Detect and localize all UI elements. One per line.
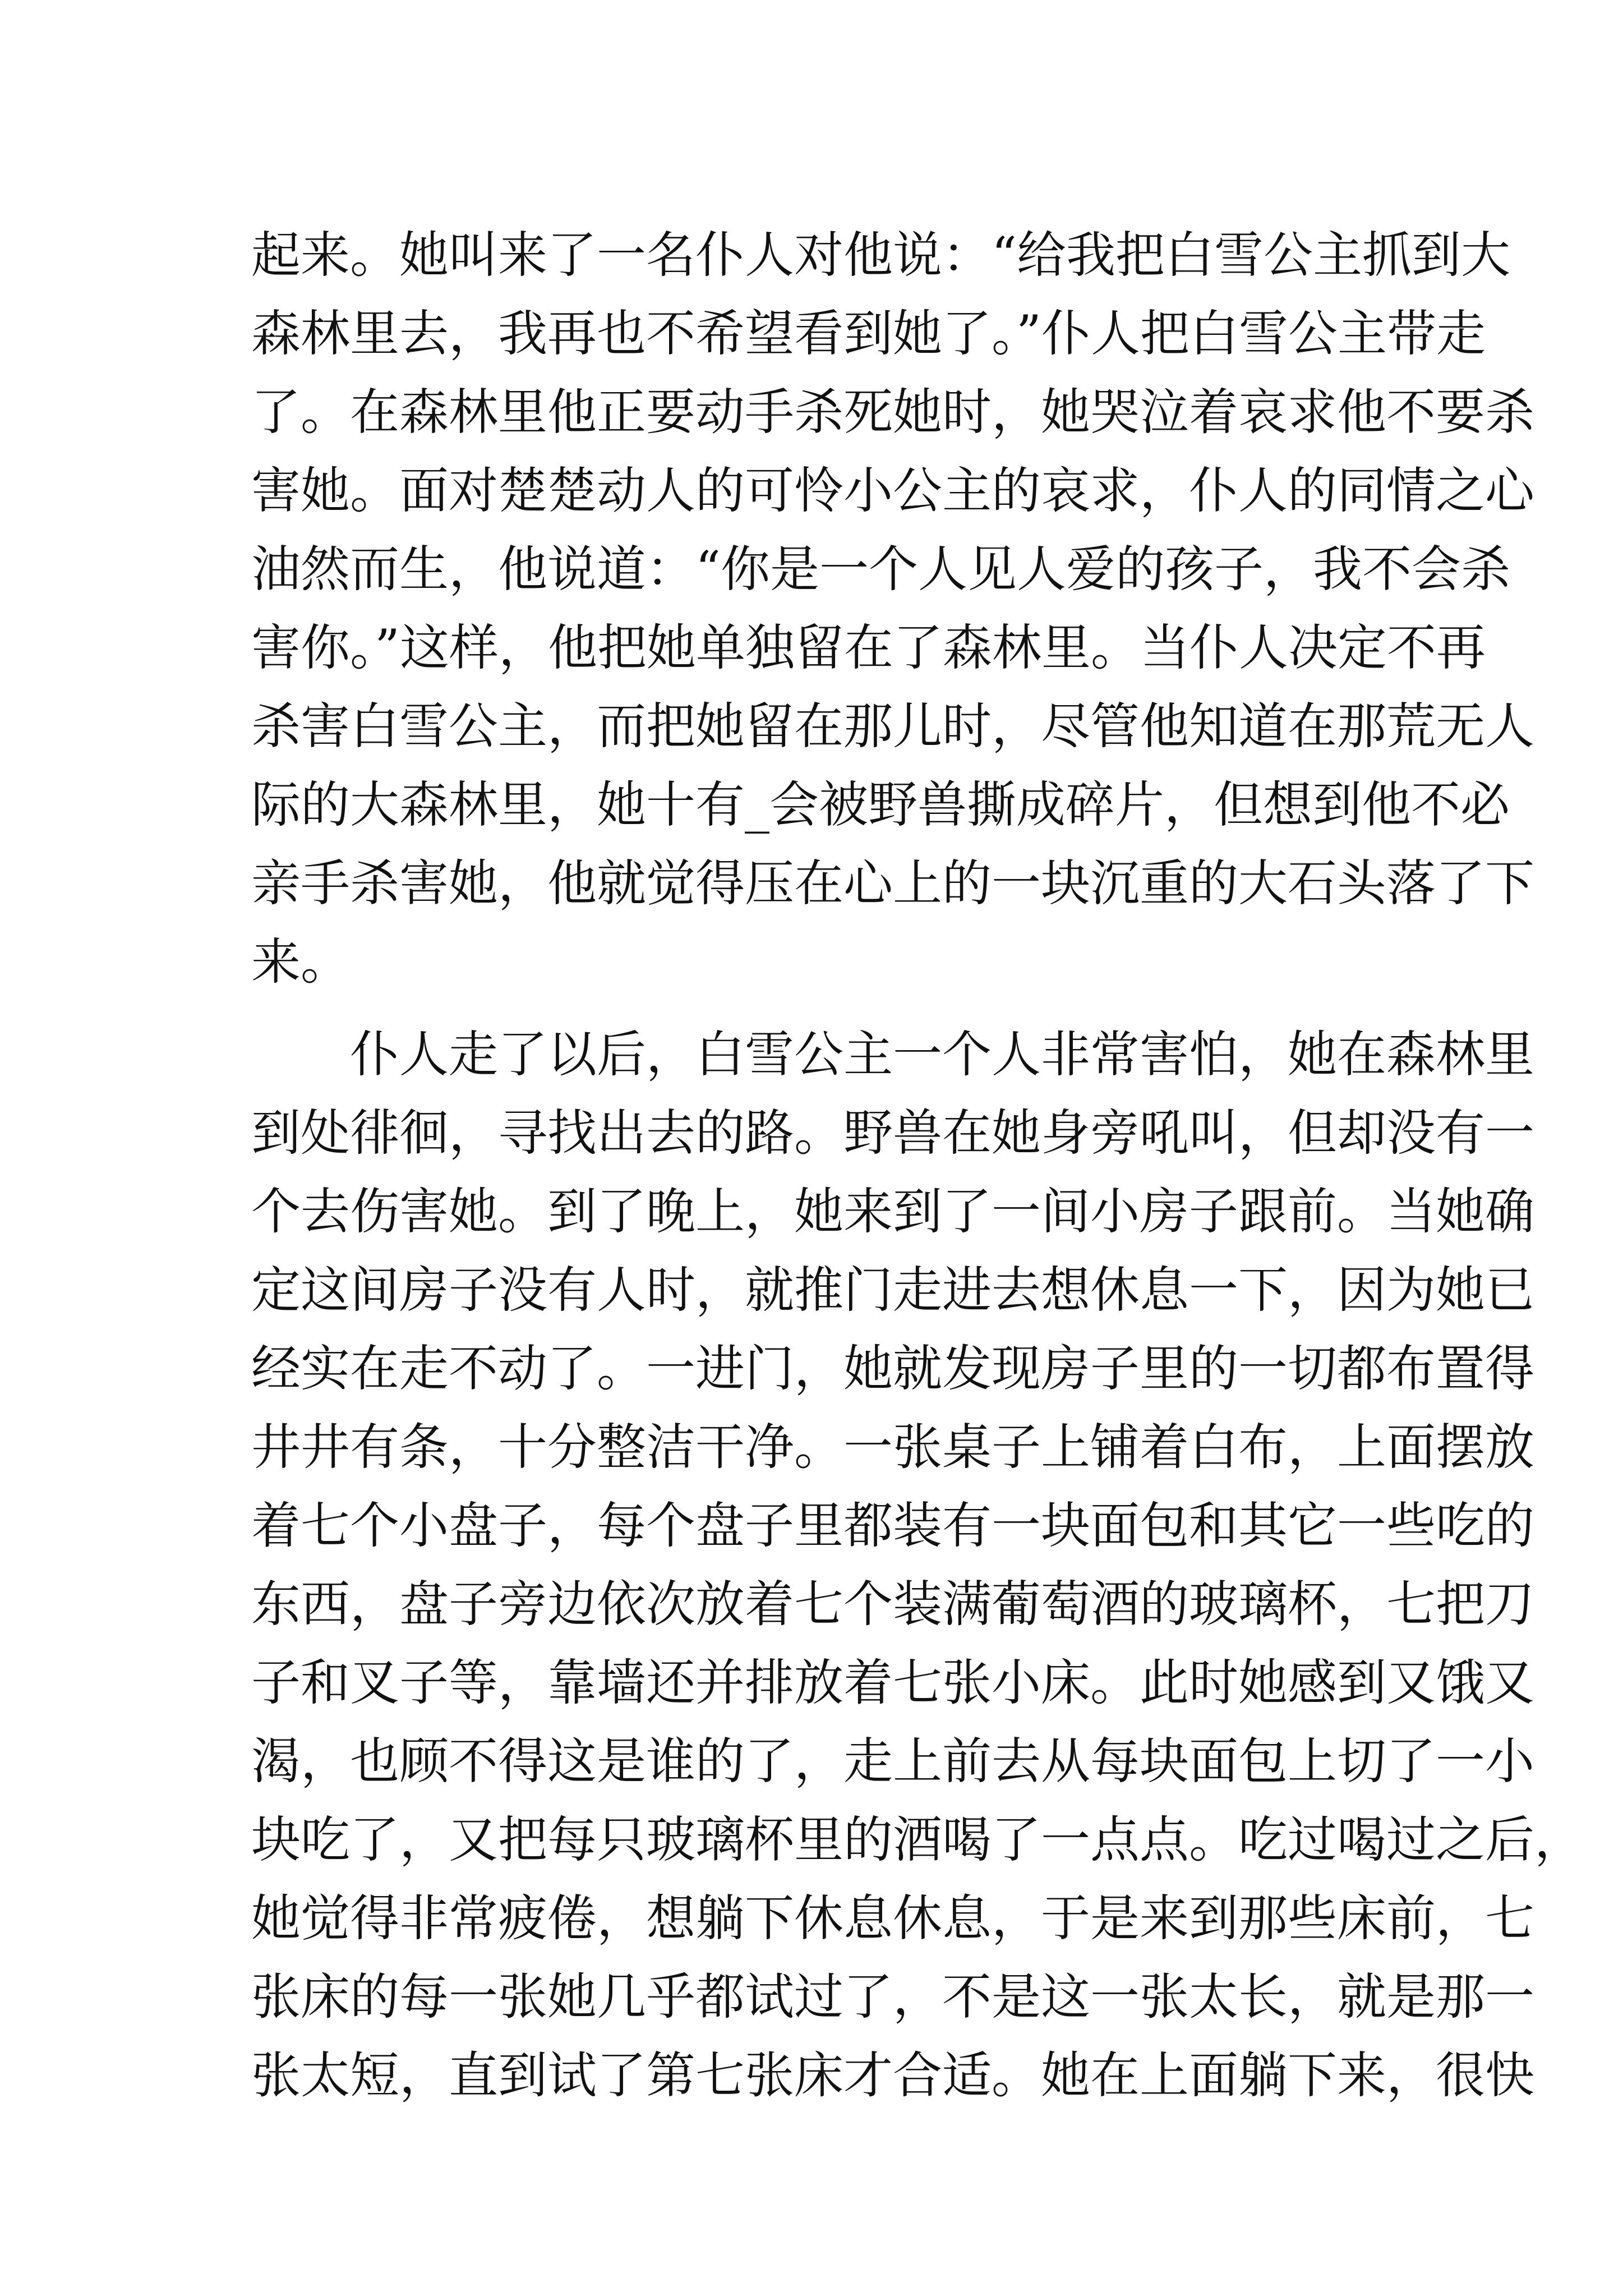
text-line: 起来。她叫来了一名仆人对他说：“给我把白雪公主抓到大	[251, 226, 1510, 284]
text-line: 油然而生，他说道：“你是一个人见人爱的孩子，我不会杀	[251, 540, 1510, 598]
text-line: 经实在走不动了。一进门，她就发现房子里的一切都布置得	[251, 1340, 1535, 1397]
text-line: 井井有条，十分整洁干净。一张桌子上铺着白布，上面摆放	[251, 1418, 1535, 1476]
text-line: 她觉得非常疲倦，想躺下休息休息，于是来到那些床前，七	[251, 1889, 1535, 1947]
text-line: 子和叉子等，靠墙还并排放着七张小床。此时她感到又饿又	[251, 1654, 1535, 1711]
text-line: 了。在森林里他正要动手杀死她时，她哭泣着哀求他不要杀	[251, 383, 1535, 441]
text-line: 到处徘徊，寻找出去的路。野兽在她身旁吼叫，但却没有一	[251, 1104, 1535, 1162]
paragraph-gap	[251, 1001, 1390, 1015]
text-line: 杀害白雪公主，而把她留在那儿时，尽管他知道在那荒无人	[251, 697, 1535, 755]
text-line: 块吃了，又把每只玻璃杯里的酒喝了一点点。吃过喝过之后，	[251, 1811, 1584, 1869]
text-line: 渴，也顾不得这是谁的了，走上前去从每块面包上切了一小	[251, 1732, 1535, 1790]
text-line: 来。	[251, 933, 351, 991]
text-line: 张太短，直到试了第七张床才合适。她在上面躺下来，很快	[251, 2046, 1535, 2104]
text-line: 害她。面对楚楚动人的可怜小公主的哀求，仆人的同情之心	[251, 462, 1535, 519]
text-line: 害你。”这样，他把她单独留在了森林里。当仆人决定不再	[251, 619, 1486, 677]
text-line: 个去伤害她。到了晚上，她来到了一间小房子跟前。当她确	[251, 1182, 1535, 1240]
text-line: 定这间房子没有人时，就推门走进去想休息一下，因为她已	[251, 1261, 1535, 1319]
paragraph-1	[251, 216, 1535, 1001]
text-line: 际的大森林里，她十有_会被野兽撕成碎片，但想到他不必	[251, 776, 1510, 834]
text-line: 森林里去，我再也不希望看到她了。”仆人把白雪公主带走	[251, 305, 1486, 362]
text-line: 东西，盘子旁边依次放着七个装满葡萄酒的玻璃杯，七把刀	[251, 1575, 1535, 1633]
text-line: 仆人走了以后，白雪公主一个人非常害怕，她在森林里	[350, 1025, 1535, 1083]
paragraph-2	[251, 1015, 1584, 2115]
text-line: 着七个小盘子，每个盘子里都装有一块面包和其它一些吃的	[251, 1497, 1535, 1554]
document-body	[251, 216, 1584, 2115]
text-line: 张床的每一张她几乎都试过了，不是这一张太长，就是那一	[251, 1968, 1535, 2026]
text-line: 亲手杀害她，他就觉得压在心上的一块沉重的大石头落了下	[251, 854, 1535, 912]
